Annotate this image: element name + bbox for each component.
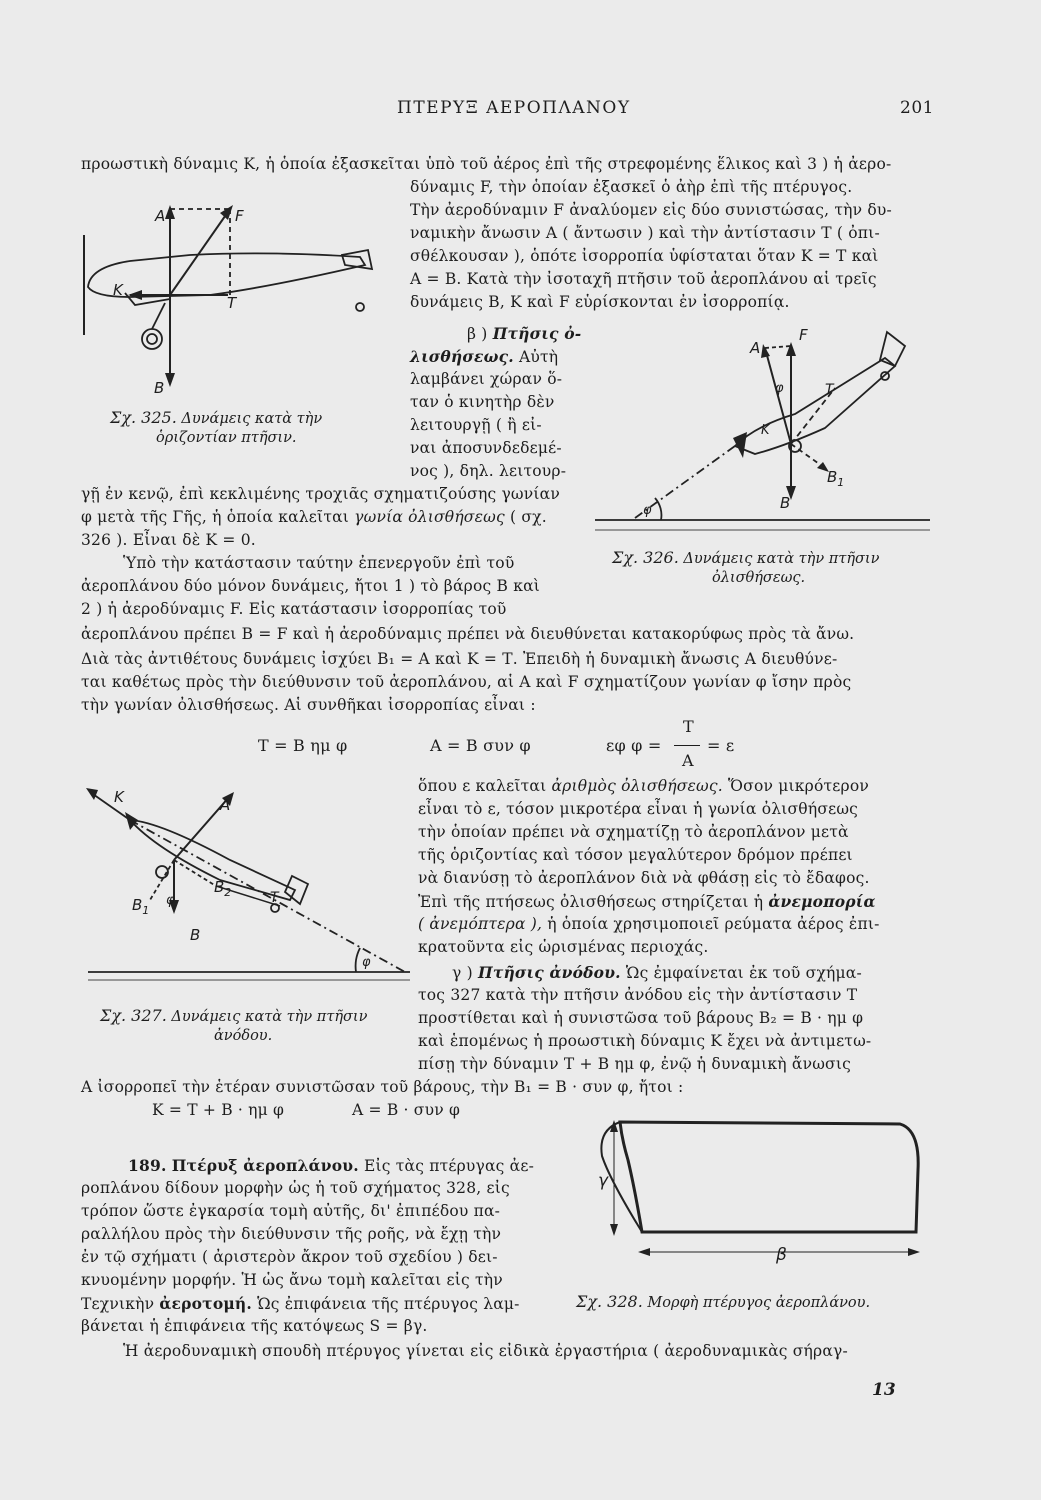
text-line: Ἐπὶ τῆς πτήσεως ὀλισθήσεως στηρίζεται ἡ ἀνεμοπορία (418, 892, 876, 911)
signature-mark: 13 (872, 1380, 896, 1400)
figure-325 (70, 195, 400, 405)
label-beta: β (776, 1245, 787, 1265)
text-line: ὅπου ε καλεῖται ἀριθμὸς ὀλισθήσεως. Ὅσον μικρότερον (418, 777, 869, 795)
angle-arc (655, 498, 661, 520)
equation-A: Α = Β · συν φ (352, 1101, 461, 1119)
label-F: F (235, 207, 244, 225)
text-line: Α ἰσορροπεῖ τὴν ἑτέραν συνιστῶσαν τοῦ βάρους, τὴν Β₁ = Β · συν φ, ἤτοι : (81, 1078, 684, 1096)
text-line: 326 ). Εἶναι δὲ Κ = 0. (81, 531, 256, 549)
label-T: T (227, 294, 237, 312)
text-line: προωστικὴ δύναμις Κ, ἡ ὁποία ἐξασκεῖται ὑπὸ τοῦ ἀέρος ἐπὶ τῆς στρεφομένης ἕλικος καὶ 3 ) ἡ ἀερο- (81, 155, 892, 173)
figure-328-caption: Σχ. 328. Μορφὴ πτέρυγος ἀεροπλάνου. (576, 1292, 871, 1311)
text-line: δυνάμεις Β, Κ καὶ F εὑρίσκονται ἐν ἰσορροπίᾳ. (410, 293, 790, 311)
fraction-bar (674, 745, 700, 746)
text-line: β ) Πτῆσις ὀ- (467, 324, 582, 343)
text-line: Τεχνικὴν ἀεροτομή. Ὡς ἐπιφάνεια τῆς πτέρυγος λαμ- (81, 1294, 520, 1313)
text-line: πίσῃ τὴν δύναμιν Τ + Β ημ φ, ἐνῷ ἡ δυναμικὴ ἄνωσις (418, 1055, 851, 1073)
label-phi-glide: φ (643, 503, 652, 518)
wheel (142, 329, 162, 349)
arrow-down (610, 1224, 618, 1236)
figure-327 (80, 780, 415, 1000)
label-T: T (825, 382, 834, 398)
text-line: γῇ ἐν κενῷ, ἐπὶ κεκλιμένης τροχιᾶς σχηματιζούσης γωνίαν (81, 485, 560, 503)
text-line: ἀεροπλάνου δύο μόνον δυνάμεις, ἤτοι 1 ) τὸ βάρος Β καὶ (81, 577, 541, 595)
angle-arc (356, 948, 360, 972)
label-A: A (220, 796, 231, 814)
fuselage (130, 820, 295, 900)
label-B1: $B_1$ (132, 896, 150, 917)
text-line: ται καθέτως πρὸς τὴν διεύθυνσιν τοῦ ἀεροπλάνου, αἱ Α καὶ F σχηματίζουν γωνίαν φ ἴσην πρὸς (81, 673, 852, 691)
label-K: K (113, 281, 123, 299)
arrow-A (165, 205, 175, 219)
figure-328 (580, 1110, 925, 1280)
text-line: εἶναι τὸ ε, τόσον μικροτέρα εἶναι ἡ γωνία ὀλισθήσεως (418, 800, 859, 818)
text-line: ναι ἀποσυνδεδεμέ- (410, 439, 562, 457)
label-B: B (190, 926, 201, 944)
text-line: τὴν ὁποίαν πρέπει νὰ σχηματίζῃ τὸ ἀεροπλάνον μετὰ (418, 823, 849, 841)
text-line: λειτουργῇ ( ἢ εἰ- (410, 416, 542, 434)
text-line: Α = Β. Κατὰ τὴν ἰσοταχῆ πτῆσιν τοῦ ἀεροπλάνου αἱ τρεῖς (410, 270, 877, 288)
label-phi-climb: φ (362, 955, 371, 970)
text-line: καὶ ἑπομένως ἡ προωστικὴ δύναμις Κ ἔχει νὰ ἀντιμετω- (418, 1032, 872, 1050)
text-line: νὰ διανύσῃ τὸ ἀεροπλάνον διὰ νὰ φθάσῃ εἰς τὸ ἔδαφος. (418, 869, 870, 887)
figure-326-caption: Σχ. 326. Δυνάμεις κατὰ τὴν πτῆσιν (612, 548, 880, 567)
text-line: ἀεροπλάνου πρέπει Β = F καὶ ἡ ἀεροδύναμις πρέπει νὰ διευθύνεται κατακορύφως πρὸς τὰ ἄνω. (81, 625, 855, 643)
label-gamma: γ (598, 1171, 609, 1191)
text-line: τρόπον ὥστε ἐγκαρσία τομὴ αὐτῆς, δι' ἐπιπέδου πα- (81, 1202, 501, 1220)
arrow-F (786, 342, 796, 356)
label-K: K (114, 788, 124, 806)
force-line-K (90, 792, 130, 820)
tail-wheel (356, 303, 364, 311)
text-line: λισθήσεως. Αὐτὴ (410, 347, 559, 366)
arrow-A (761, 344, 770, 358)
text-line: κρατοῦντα εἰς ὡρισμένας περιοχάς. (418, 938, 709, 956)
text-line: ροπλάνου δίδουν μορφὴν ὡς ἡ τοῦ σχήματος 328, εἰς (81, 1179, 510, 1197)
figure-325-caption: Σχ. 325. Δυνάμεις κατὰ τὴν (110, 408, 323, 427)
text-line: βάνεται ἡ ἐπιφάνεια τῆς κατόψεως S = βγ. (81, 1317, 428, 1335)
text-line: τὴν γωνίαν ὀλισθήσεως. Αἱ συνθῆκαι ἰσορροπίας εἶναι : (81, 696, 536, 714)
label-A: A (750, 339, 761, 357)
label-phi: φ (166, 893, 175, 908)
text-line: σθέλκουσαν ), ὁπότε ἰσορροπία ὑφίσταται ὅταν Κ = Τ καὶ (410, 247, 879, 265)
figure-327-caption: Σχ. 327. Δυνάμεις κατὰ τὴν πτῆσιν (100, 1006, 368, 1025)
label-T: T (270, 890, 279, 906)
equation-tan: εφ φ = (606, 736, 662, 755)
wheel-hub (147, 334, 157, 344)
text-line: 2 ) ἡ ἀεροδύναμις F. Εἰς κατάστασιν ἰσορροπίας τοῦ (81, 600, 507, 618)
dashed-construction (765, 346, 791, 348)
arrow-left (638, 1248, 650, 1256)
text-line: ταν ὁ κινητὴρ δὲν (410, 393, 555, 411)
text-line: τος 327 κατὰ τὴν πτῆσιν ἀνόδου εἰς τὴν ἀντίστασιν Τ (418, 986, 858, 1004)
page-number: 201 (900, 98, 934, 118)
arrow-right (908, 1248, 920, 1256)
equation-T: Τ = Β ημ φ (258, 736, 348, 755)
label-A: A (155, 207, 166, 225)
text-line: γ ) Πτῆσις ἀνόδου. Ὡς ἐμφαίνεται ἐκ τοῦ σχήμα- (452, 963, 862, 982)
fuselage (735, 358, 895, 454)
equation-tan-numerator: Τ (683, 717, 694, 736)
force-line-F (170, 209, 230, 295)
text-line: Τὴν ἀεροδύναμιν F ἀναλύομεν εἰς δύο συνιστώσας, τὴν δυ- (410, 201, 892, 219)
figure-325-caption-line2: ὁριζοντίαν πτῆσιν. (156, 430, 297, 446)
label-B2: $B_2$ (214, 878, 232, 899)
text-line: λαμβάνει χώραν ὅ- (410, 370, 563, 388)
running-header: ΠΤΕΡΥΞ ΑΕΡΟΠΛΑΝΟΥ (397, 98, 631, 118)
arrow-F (220, 205, 233, 220)
text-line: φ μετὰ τῆς Γῆς, ἡ ὁποία καλεῖται γωνία ὀλισθήσεως ( σχ. (81, 508, 547, 526)
text-line: τῆς ὁριζοντίας καὶ τόσον μεγαλύτερον δρόμον πρέπει (418, 846, 853, 864)
equation-tan-rhs: = ε (707, 736, 735, 755)
label-B1: $B_1$ (827, 468, 845, 489)
tail-fin (880, 332, 905, 366)
label-B: B (154, 379, 165, 397)
text-line: κνυομένην μορφήν. Ἡ ὡς ἄνω τομὴ καλεῖται εἰς τὴν (81, 1271, 503, 1289)
text-line: προστίθεται καὶ ἡ συνιστῶσα τοῦ βάρους Β₂ = Β · ημ φ (418, 1009, 864, 1027)
section-heading: 189. Πτέρυξ ἀεροπλάνου. Εἰς τὰς πτέρυγας ἀε- (128, 1156, 535, 1175)
equation-K: Κ = Τ + Β · ημ φ (152, 1101, 285, 1119)
figure-327-caption-line2: ἀνόδου. (214, 1028, 273, 1044)
text-line: Ὑπὸ τὴν κατάστασιν ταύτην ἐπενεργοῦν ἐπὶ τοῦ (123, 554, 515, 572)
figure-326 (595, 318, 935, 542)
label-K: K (761, 423, 770, 438)
arrow-K (86, 788, 98, 800)
text-line: ραλλήλου πρὸς τὴν διεύθυνσιν τῆς ροῆς, νὰ ἔχῃ τὴν (81, 1225, 502, 1243)
label-B: B (780, 494, 791, 512)
text-line: ( ἀνεμόπτερα ), ἡ ὁποία χρησιμοποιεῖ ρεύματα ἀέρος ἐπι- (418, 915, 880, 933)
figure-326-caption-line2: ὀλισθήσεως. (712, 570, 806, 586)
fuselage (88, 253, 365, 297)
text-line: ἐν τῷ σχήματι ( ἀριστερὸν ἄκρον τοῦ σχεδίου ) δει- (81, 1248, 498, 1266)
equation-A: Α = Β συν φ (430, 736, 531, 755)
text-line: νος ), δηλ. λειτουρ- (410, 462, 567, 480)
text-line: δύναμις F, τὴν ὁποίαν ἐξασκεῖ ὁ ἀὴρ ἐπὶ τῆς πτέρυγος. (410, 178, 853, 196)
landing-strut (152, 303, 165, 329)
text-line: ναμικὴν ἄνωσιν Α ( ἄντωσιν ) καὶ τὴν ἀντίστασιν Τ ( ὀπι- (410, 224, 880, 242)
force-line-B1 (791, 444, 825, 468)
arrow-B (165, 373, 175, 387)
wing-outline (620, 1122, 918, 1232)
label-F: F (799, 326, 808, 344)
text-line: Ἡ ἀεροδυναμικὴ σπουδὴ πτέρυγος γίνεται εἰς εἰδικὰ ἐργαστήρια ( ἀεροδυναμικὰς σήραγ- (123, 1342, 848, 1360)
label-phi: φ (775, 381, 784, 396)
text-line: Διὰ τὰς ἀντιθέτους δυνάμεις ἰσχύει Β₁ = Α καὶ Κ = Τ. Ἐπειδὴ ἡ δυναμικὴ ἄνωσις Α διευθύνε- (81, 650, 838, 668)
equation-tan-denominator: Α (682, 751, 694, 770)
tail-fin (342, 250, 372, 269)
